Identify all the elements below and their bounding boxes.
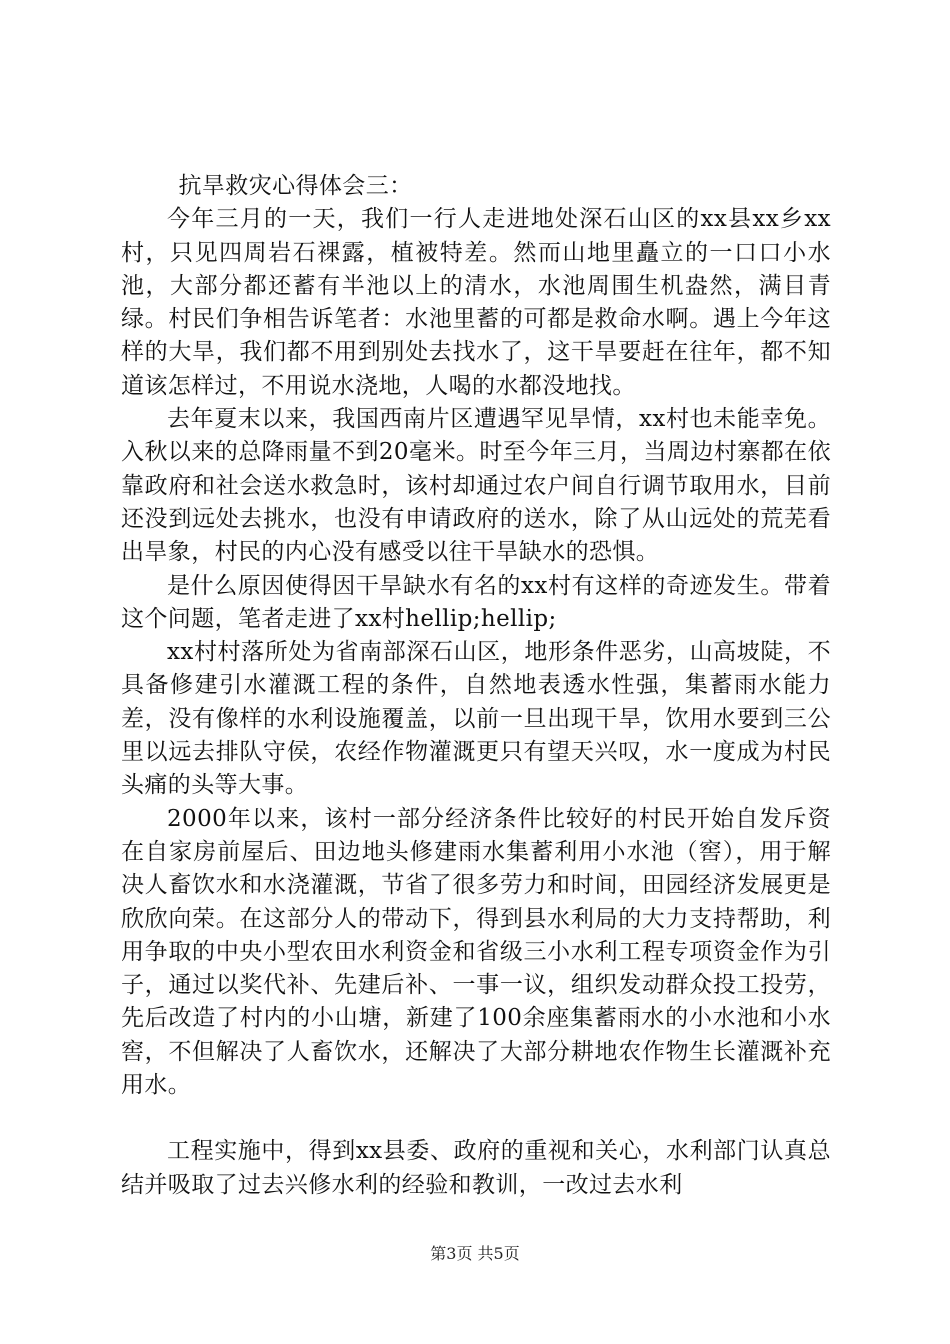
document-body [121,170,831,1202]
paragraph-1: 今年三月的一天，我们一行人走进地处深石山区的xx县xx乡xx村，只见四周岩石裸露，植被特差。然而山地里矗立的一口口小水池，大部分都还蓄有半池以上的清水，水池周围生机盎然，满目青绿。村民们争相告诉笔者：水池里蓄的可都是救命水啊。遇上今年这样的大旱，我们都不用到别处去找水了，这干旱要赶在往年，都不知道该怎样过，不用说水浇地，人喝的水都没地找。 [121,206,831,399]
paragraph-5: 2000年以来，该村一部分经济条件比较好的村民开始自发斥资在自家房前屋后、田边地头修建雨水集蓄利用小水池（窖），用于解决人畜饮水和水浇灌溉，节省了很多劳力和时间，田园经济发展更是欣欣向荣。在这部分人的带动下，得到县水利局的大力支持帮助，利用争取的中央小型农田水利资金和省级三小水利工程专项资金作为引子，通过以奖代补、先建后补、一事一议，组织发动群众投工投劳，先后改造了村内的小山塘，新建了100余座集蓄雨水的小水池和小水窖，不但解决了人畜饮水，还解决了大部分耕地农作物生长灌溉补充用水。 [121,805,831,1099]
paragraph-2: 去年夏末以来，我国西南片区遭遇罕见旱情，xx村也未能幸免。入秋以来的总降雨量不到20毫米。时至今年三月，当周边村寨都在依靠政府和社会送水救急时，该村却通过农户间自行调节取用水，目前还没到远处去挑水，也没有申请政府的送水，除了从山远处的荒芜看出旱象，村民的内心没有感受以往干旱缺水的恐惧。 [121,406,831,566]
document-title: 抗旱救灾心得体会三： [178,173,413,199]
page-number-footer: 第3页 共5页 [430,1244,520,1263]
paragraph-6: 工程实施中，得到xx县委、政府的重视和关心，水利部门认真总结并吸取了过去兴修水利的经验和教训，一改过去水利 [121,1138,831,1198]
paragraph-spacer [121,1102,831,1135]
paragraph-3: 是什么原因使得因干旱缺水有名的xx村有这样的奇迹发生。带着这个问题，笔者走进了xx村hellip;hellip; [121,572,831,632]
paragraph-4: xx村村落所处为省南部深石山区，地形条件恶劣，山高坡陡，不具备修建引水灌溉工程的条件，自然地表透水性强，集蓄雨水能力差，没有像样的水利设施覆盖，以前一旦出现干旱，饮用水要到三公里以远去排队守侯，农经作物灌溉更只有望天兴叹，水一度成为村民头痛的头等大事。 [121,639,831,799]
